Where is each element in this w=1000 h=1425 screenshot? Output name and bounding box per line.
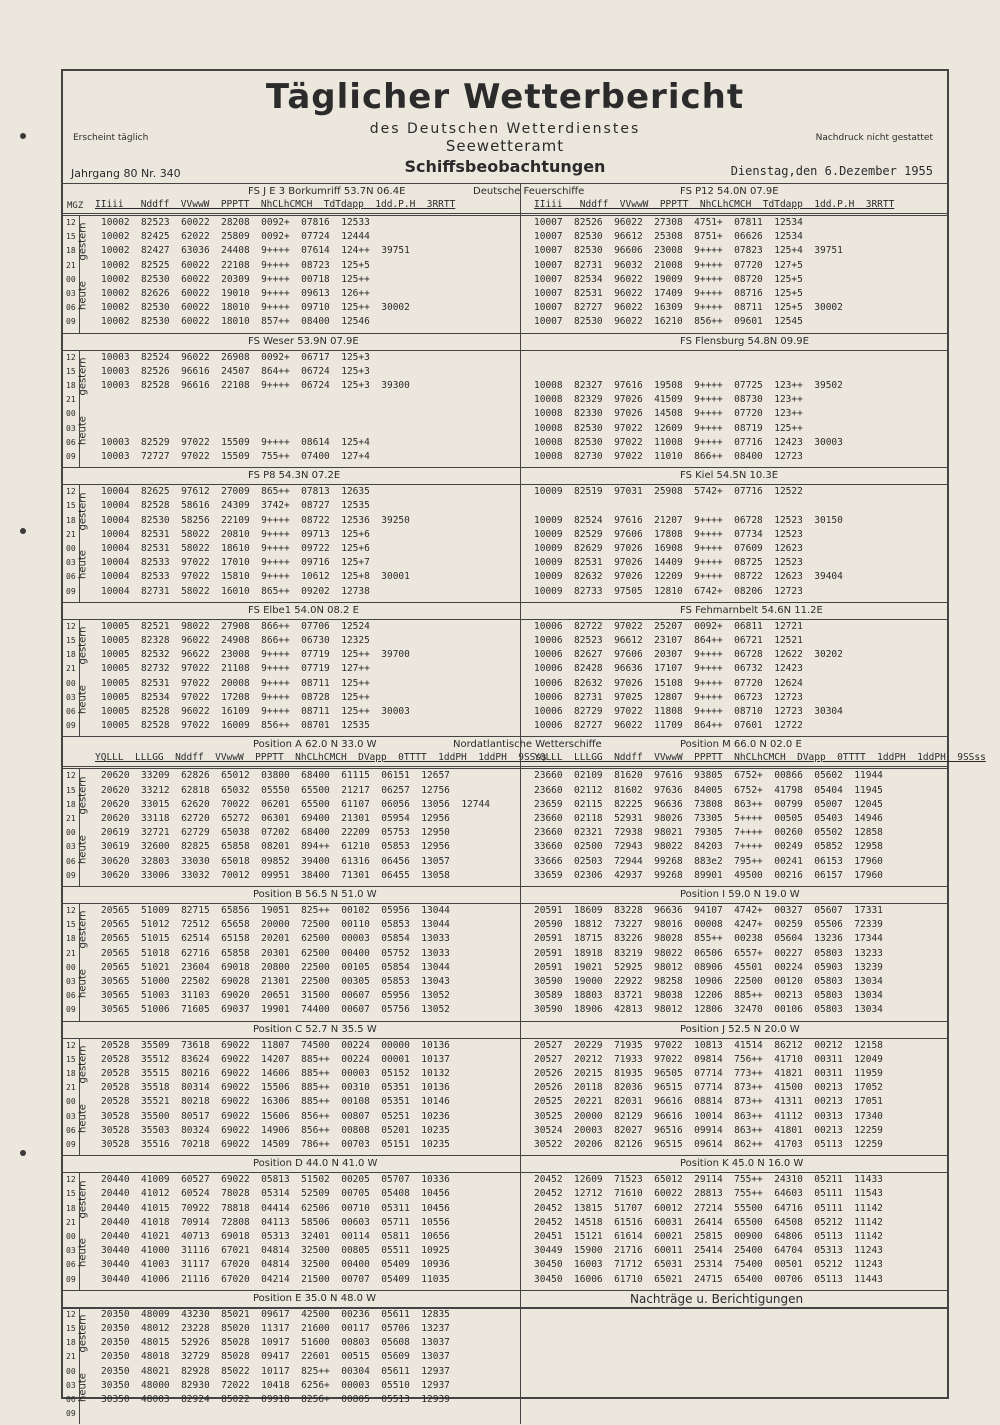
divider-line <box>63 1308 947 1309</box>
observation-row: 23660 02109 81620 97616 93805 6752+ 00866 05602 11944 <box>534 770 883 782</box>
observation-row: 10009 82529 97606 17808 9++++ 07734 12523 <box>534 528 803 540</box>
hour-label: 06 <box>66 303 76 313</box>
observation-row: 30565 51000 22502 69028 21301 22500 00305 05853 13043 <box>101 976 450 987</box>
observation-row: 10003 82524 96022 26908 0092+ 06717 125+3 <box>101 351 370 363</box>
observation-row: 10009 82531 97026 14409 9++++ 08725 12523 <box>534 557 803 569</box>
observation-row: 10003 82526 96616 24507 864++ 06724 125+3 <box>101 365 370 377</box>
atlantik-label: Nordatlantische Wetterschiffe <box>453 739 602 751</box>
divider-line <box>63 183 947 184</box>
hour-label: 21 <box>66 260 76 270</box>
observation-row: 20440 41009 60527 69022 05813 51502 00205 05707 10336 <box>101 1174 450 1186</box>
hour-label: 18 <box>66 246 76 256</box>
hour-label: 03 <box>66 423 76 433</box>
observation-row: 10003 72727 97022 15509 755++ 07400 127+4 <box>101 451 370 462</box>
hour-label: 03 <box>66 977 76 986</box>
hour-label: 15 <box>66 501 76 511</box>
observation-row: 30619 32600 82825 65858 08201 894++ 61210 05853 12956 <box>101 841 450 853</box>
divider-line <box>63 333 947 334</box>
nachtraege-label: Nachträge u. Berichtigungen <box>630 1291 804 1306</box>
heute-label: heute <box>77 685 89 714</box>
observation-row: 10005 82328 96022 24908 866++ 06730 12325 <box>101 635 370 646</box>
observation-row: 10005 82531 97022 20008 9++++ 08711 125++ <box>101 677 370 689</box>
hour-label: 18 <box>66 799 76 809</box>
divider-line <box>63 1290 947 1291</box>
observation-row: 20591 19021 52925 98012 08906 45501 00224 05903 13239 <box>534 961 883 973</box>
hour-label: 12 <box>66 218 76 227</box>
publication-frequency: Erscheint täglich <box>73 133 149 143</box>
observation-row: 10006 82428 96636 17107 9++++ 06732 12423 <box>534 663 803 675</box>
hour-label: 03 <box>66 558 76 568</box>
observation-row: 20620 33212 62818 65032 05550 65500 21217 06257 12756 <box>101 784 450 796</box>
column-header-right: IIiii Nddff VVwwW PPPTT NhCLhCMCH TdTdapp 1dd.P.H 3RRTT <box>534 199 895 210</box>
observation-row: 20451 15121 61614 60021 25815 00900 64806 05113 11142 <box>534 1231 883 1242</box>
section-title-left: FS Weser 53.9N 07.9E <box>248 335 359 347</box>
observation-row: 10005 82532 96622 23008 9++++ 07719 125++ 39700 <box>101 649 410 661</box>
observation-row: 10005 82534 97022 17208 9++++ 08728 125++ <box>101 691 370 703</box>
observation-row: 20528 35509 73618 69022 11807 74500 00224 00000 10136 <box>101 1039 450 1051</box>
observation-row: 10002 82530 60022 20309 9++++ 00718 125++ <box>101 273 370 285</box>
hour-label: 12 <box>66 487 76 497</box>
heute-label: heute <box>77 415 89 445</box>
observation-row: 10002 82626 60022 19010 9++++ 09613 126++ <box>101 288 370 299</box>
hour-label: 00 <box>66 409 76 419</box>
observation-row: 30528 35500 80517 69022 15606 856++ 00807 05251 10236 <box>101 1110 450 1122</box>
gestern-label: gestern <box>77 626 89 665</box>
observation-row: 10004 82533 97022 15810 9++++ 10612 125+8 30001 <box>101 571 410 583</box>
hour-label: 09 <box>66 1140 76 1149</box>
observation-row: 20528 35512 83624 69022 14207 885++ 00224 00001 10137 <box>101 1053 450 1065</box>
observation-row: 10008 82530 97022 11008 9++++ 07716 12423 30003 <box>534 436 843 448</box>
observation-row: 10007 82530 96022 16210 856++ 09601 12545 <box>534 316 803 328</box>
observation-row: 20528 35521 80218 69022 16306 885++ 00108 05351 10146 <box>101 1096 450 1108</box>
observation-row: 33666 02503 72944 99268 883e2 795++ 00241 06153 17960 <box>534 855 883 867</box>
observation-row: 20452 12609 71523 65012 29114 755++ 24310 05211 11433 <box>534 1174 883 1186</box>
heute-label: heute <box>77 1373 89 1402</box>
observation-row: 10006 82722 97022 25207 0092+ 06811 12721 <box>534 620 803 632</box>
observation-row: 10008 82327 97616 19508 9++++ 07725 123++ 39502 <box>534 380 843 391</box>
observation-row: 20525 20221 82031 96616 08814 873++ 41311 00213 17051 <box>534 1096 883 1108</box>
observation-row: 33659 02306 42937 99268 89901 49500 00216 06157 17960 <box>534 869 883 881</box>
observation-row: 20565 51015 62514 65158 20201 62500 00003 05854 13033 <box>101 933 450 945</box>
section-title-right: Position J 52.5 N 20.0 W <box>680 1023 800 1035</box>
report-title: Täglicher Wetterbericht <box>265 77 745 117</box>
gestern-label: gestern <box>77 1314 89 1353</box>
observation-row: 20528 35518 80314 69022 15506 885++ 00310 05351 10136 <box>101 1082 450 1094</box>
gestern-label: gestern <box>77 1179 89 1219</box>
hour-label: 06 <box>66 1125 76 1135</box>
hour-label: 18 <box>66 650 76 660</box>
hour-label: 09 <box>66 1274 76 1284</box>
observation-row: 20440 41012 60524 78028 05314 52509 00705 05408 10456 <box>101 1188 450 1200</box>
hour-label: 15 <box>66 366 76 376</box>
hour-label: 09 <box>66 1409 76 1419</box>
observation-row: 20527 20229 71935 97022 10813 41514 86212 00212 12158 <box>534 1039 883 1051</box>
divider-line <box>63 903 947 904</box>
observation-row: 30565 51006 71605 69037 19901 74400 00607 05756 13052 <box>101 1004 450 1016</box>
observation-row: 20452 13815 51707 60012 27214 55500 64716 05111 11142 <box>534 1202 883 1214</box>
observation-row: 20565 51018 62716 65858 20301 62500 00400 05752 13033 <box>101 947 450 959</box>
hour-label: 00 <box>66 962 76 972</box>
observation-row: 10003 82528 96616 22108 9++++ 06724 125+3 39300 <box>101 380 410 391</box>
heute-label: heute <box>77 281 89 311</box>
hour-label: 12 <box>66 906 76 915</box>
observation-row: 10004 82731 58022 16010 865++ 09202 12738 <box>101 585 370 597</box>
observation-row: 20620 33015 62620 70022 06201 65500 61107 06056 13056 12744 <box>101 798 490 810</box>
hour-label: 00 <box>66 1232 76 1241</box>
observation-row: 10006 82632 97026 15108 9++++ 07720 12624 <box>534 677 803 689</box>
divider-line <box>63 766 947 767</box>
observation-row: 20440 41018 70914 72808 04113 58506 00603 05711 10556 <box>101 1216 450 1228</box>
hour-label: 21 <box>66 664 76 674</box>
section-title-left: FS P8 54.3N 07.2E <box>248 470 341 482</box>
column-divider <box>520 333 521 468</box>
observation-row: 30440 41003 31117 67020 04814 32500 00400 05409 10936 <box>101 1259 450 1271</box>
hour-label: 21 <box>66 1352 76 1362</box>
observation-row: 23659 02115 82225 96636 73808 863++ 00799 05007 12045 <box>534 798 883 810</box>
divider-line <box>63 886 947 887</box>
section-title-right: Position M 66.0 N 02.0 E <box>680 739 802 751</box>
observation-row: 30590 19000 22922 98258 10906 22500 00120 05803 13034 <box>534 976 883 987</box>
observation-row: 20620 33118 62720 65272 06301 69400 21301 05954 12956 <box>101 813 450 824</box>
section-title-left: Position E 35.0 N 48.0 W <box>253 1292 377 1304</box>
observation-row: 10007 82530 96612 25308 8751+ 06626 12534 <box>534 231 803 243</box>
divider-line <box>63 1155 947 1156</box>
feuerschiffe-label: Deutsche Feuerschiffe <box>473 186 585 197</box>
section-title-left: Position D 44.0 N 41.0 W <box>253 1158 378 1170</box>
observation-row: 20452 14518 61516 60031 26414 65500 64508 05212 11142 <box>534 1216 883 1228</box>
heute-label: heute <box>77 1238 89 1268</box>
hour-label: 21 <box>66 814 76 823</box>
hour-label: 00 <box>66 544 76 553</box>
observation-row: 10003 82529 97022 15509 9++++ 08614 125+4 <box>101 436 370 448</box>
hour-label: 09 <box>66 317 76 327</box>
observation-row: 10005 82732 97022 21108 9++++ 07719 127++ <box>101 663 370 675</box>
column-header-right: YQLLL LLLGG Nddff VVwwW PPPTT NhCLhCMCH DVapp 0TTTT 1ddPH 1ddPH 9SSss <box>534 752 986 764</box>
observation-row: 20565 51012 72512 65658 20000 72500 00110 05853 13044 <box>101 919 450 931</box>
observation-row: 10004 82533 97022 17010 9++++ 09716 125+7 <box>101 557 370 569</box>
observation-row: 30590 18906 42813 98012 12806 32470 00106 05803 13034 <box>534 1004 883 1016</box>
observation-row: 30350 48000 82930 72022 10418 6256+ 00003 05510 12937 <box>101 1379 450 1391</box>
observation-row: 20526 20215 81935 96505 07714 773++ 41821 00311 11959 <box>534 1068 883 1079</box>
hour-label: 21 <box>66 395 76 405</box>
section-title-right: FS Kiel 54.5N 10.3E <box>680 470 779 482</box>
observation-row: 10006 82727 96022 11709 864++ 07601 12722 <box>534 720 803 732</box>
hour-label: 18 <box>66 1338 76 1348</box>
divider-line <box>63 736 947 737</box>
observation-row: 10002 82425 62022 25809 0092+ 07724 12444 <box>101 231 370 243</box>
observation-row: 20350 48009 43230 85021 09617 42500 00236 05611 12835 <box>101 1308 450 1320</box>
observation-row: 30524 20003 82027 96516 09914 863++ 41801 00213 12259 <box>534 1124 883 1136</box>
observation-row: 10002 82530 60022 18010 857++ 08400 12546 <box>101 316 370 328</box>
hour-label: 00 <box>66 678 76 688</box>
hour-label: 06 <box>66 572 76 582</box>
divider-line <box>63 768 947 769</box>
report-subtitle: des Deutschen Wetterdienstes <box>369 121 641 137</box>
column-divider <box>520 736 521 886</box>
hour-label: 21 <box>66 1083 76 1093</box>
hour-label: 00 <box>66 274 76 284</box>
hour-label: 06 <box>66 707 76 716</box>
observation-row: 10004 82530 58256 22109 9++++ 08722 12536 39250 <box>101 514 410 526</box>
divider-line <box>63 215 947 216</box>
divider-line <box>63 619 947 620</box>
hour-label: 12 <box>66 1040 76 1050</box>
hour-label: 03 <box>66 1111 76 1121</box>
observation-row: 23660 02112 81602 97636 84005 6752+ 41798 05404 11945 <box>534 784 883 796</box>
observation-row: 10008 82530 97022 12609 9++++ 08719 125++ <box>534 422 803 434</box>
column-divider <box>520 886 521 1021</box>
section-title-right: FS Fehmarnbelt 54.6N 11.2E <box>680 604 823 616</box>
observation-row: 20452 12712 71610 60022 28813 755++ 64603 05111 11543 <box>534 1188 883 1200</box>
report-sheet <box>61 69 986 1419</box>
column-divider <box>520 1290 521 1425</box>
observation-row: 30522 20206 82126 96515 09614 862++ 41703 05113 12259 <box>534 1139 883 1150</box>
hour-label: 00 <box>66 828 76 838</box>
divider-line <box>63 602 947 603</box>
mgz-label: MGZ <box>67 201 84 211</box>
hour-label: 03 <box>66 692 76 702</box>
divider-line <box>63 1172 947 1173</box>
divider-line <box>63 467 947 468</box>
observation-row: 30450 16006 61710 65021 24715 65400 00706 05113 11443 <box>534 1273 883 1285</box>
hour-label: 09 <box>66 452 76 461</box>
observation-row: 23660 02118 52931 98026 73305 5++++ 00505 05403 14946 <box>534 813 883 824</box>
observation-row: 30450 16003 71712 65031 25314 75400 00501 05212 11243 <box>534 1259 883 1271</box>
section-title-left: FS Elbe1 54.0N 08.2 E <box>248 604 359 616</box>
volume-number: Jahrgang 80 Nr. 340 <box>71 167 181 180</box>
column-header-left: IIiii Nddff VVwwW PPPTT NhCLhCMCH TdTdapp 1dd.P.H 3RRTT <box>95 199 456 210</box>
edition-name: Schiffsbeobachtungen <box>404 157 606 176</box>
hour-label: 18 <box>66 381 76 390</box>
observation-row: 10008 82730 97022 11010 866++ 08400 12723 <box>534 451 803 462</box>
divider-line <box>63 484 947 485</box>
observation-row: 30350 48003 82924 85022 09918 8256+ 00805 05513 12939 <box>101 1394 450 1405</box>
section-title-left: Position A 62.0 N 33.0 W <box>253 739 377 751</box>
column-divider <box>520 602 521 737</box>
section-title-right: FS P12 54.0N 07.9E <box>680 186 779 197</box>
hour-label: 18 <box>66 515 76 525</box>
observation-row: 10009 82733 97505 12810 6742+ 08206 12723 <box>534 585 803 597</box>
observation-row: 30589 18803 83721 98038 12206 885++ 00213 05803 13034 <box>534 990 883 1002</box>
divider-line <box>63 213 947 214</box>
observation-row: 20350 48015 52926 85028 10917 51600 00803 05608 13037 <box>101 1337 450 1349</box>
observation-row: 30565 51003 31103 69020 20651 31500 00607 05956 13052 <box>101 990 450 1002</box>
hour-label: 09 <box>66 721 76 731</box>
observation-row: 10009 82632 97026 12209 9++++ 08722 12623 39404 <box>534 571 843 583</box>
hour-label: 15 <box>66 920 76 930</box>
hour-label: 12 <box>66 621 76 631</box>
gestern-label: gestern <box>77 1045 89 1084</box>
section-title-right: Position I 59.0 N 19.0 W <box>680 889 800 900</box>
observation-row: 10004 82625 97612 27009 865++ 07813 12635 <box>101 486 370 498</box>
observation-row: 10006 82627 97606 20307 9++++ 06728 12622 30202 <box>534 649 843 661</box>
observation-row: 10007 82727 96022 16309 9++++ 08711 125+5 30002 <box>534 302 843 314</box>
observation-row: 10007 82530 96606 23008 9++++ 07823 125+4 39751 <box>534 245 843 257</box>
hour-label: 21 <box>66 1217 76 1227</box>
report-header <box>63 71 947 183</box>
gestern-label: gestern <box>77 357 89 396</box>
heute-label: heute <box>77 550 89 580</box>
observation-row: 10002 82530 60022 18010 9++++ 09710 125++ 30002 <box>101 302 410 314</box>
section-title-right: FS Flensburg 54.8N 09.9E <box>680 335 809 347</box>
hour-label: 09 <box>66 1005 76 1015</box>
observation-row: 20440 41021 40713 69018 05313 32401 00114 05811 10656 <box>101 1231 450 1242</box>
hour-label: 18 <box>66 1203 76 1213</box>
observation-row: 20528 35515 80216 69022 14606 885++ 00003 05152 10132 <box>101 1068 450 1079</box>
hour-label: 09 <box>66 586 76 596</box>
observation-row: 10009 82524 97616 21207 9++++ 06728 12523 30150 <box>534 514 843 526</box>
section-title-left: Position B 56.5 N 51.0 W <box>253 889 377 900</box>
divider-line <box>63 350 947 351</box>
hour-label: 03 <box>66 289 76 298</box>
hour-label: 15 <box>66 636 76 645</box>
observation-row: 20350 48021 82928 85022 10117 825++ 00304 05611 12937 <box>101 1365 450 1377</box>
observation-row: 33660 02500 72943 98022 84203 7++++ 00249 05852 12958 <box>534 841 883 853</box>
hour-label: 12 <box>66 352 76 362</box>
observation-row: 20526 20118 82036 96515 07714 873++ 41500 00213 17052 <box>534 1082 883 1094</box>
observation-row: 20527 20212 71933 97022 09814 756++ 41710 00311 12049 <box>534 1053 883 1065</box>
observation-row: 20591 18918 83219 98022 06506 6557+ 00227 05803 13233 <box>534 947 883 959</box>
column-header-left: YQLLL LLLGG Nddff VVwwW PPPTT NhCLhCMCH DVapp 0TTTT 1ddPH 1ddPH 9SSss <box>95 752 547 764</box>
observation-row: 10006 82731 97025 12807 9++++ 06723 12723 <box>534 691 803 703</box>
observation-row: 10004 82528 58616 24309 3742+ 08727 12535 <box>101 500 370 512</box>
observation-row: 20590 18812 73227 98016 00008 4247+ 00259 05506 72339 <box>534 919 883 931</box>
observation-row: 10008 82330 97026 14508 9++++ 07720 123++ <box>534 408 803 420</box>
heute-label: heute <box>77 1103 89 1133</box>
observation-row: 10002 82525 60022 22108 9++++ 08723 125+5 <box>101 259 370 271</box>
gestern-label: gestern <box>77 910 89 949</box>
heute-label: heute <box>77 834 89 864</box>
observation-row: 30528 35503 80324 69022 14906 856++ 00808 05201 10235 <box>101 1124 450 1136</box>
hour-label: 03 <box>66 1246 76 1256</box>
observation-row: 20440 41015 70922 78818 04414 62506 00710 05311 10456 <box>101 1202 450 1214</box>
observation-row: 10002 82427 63036 24408 9++++ 07614 124++ 39751 <box>101 245 410 257</box>
hour-label: 12 <box>66 1309 76 1319</box>
hour-label: 12 <box>66 1175 76 1185</box>
observation-row: 30620 33006 33032 70012 09951 38400 71301 06455 13058 <box>101 869 450 881</box>
observation-row: 10006 82523 96612 23107 864++ 06721 12521 <box>534 635 803 646</box>
observation-row: 10002 82523 60022 28208 0092+ 07816 12533 <box>101 217 370 228</box>
hour-label: 15 <box>66 785 76 795</box>
observation-row: 10009 82519 97031 25908 5742+ 07716 12522 <box>534 486 803 498</box>
hour-label: 00 <box>66 1097 76 1107</box>
observation-row: 30449 15900 21716 60011 25414 25400 64704 05313 11243 <box>534 1245 883 1257</box>
hour-label: 03 <box>66 842 76 852</box>
observation-row: 10005 82521 98022 27908 866++ 07706 12524 <box>101 620 370 632</box>
observation-row: 20350 48018 32729 85028 09417 22601 00515 05609 13037 <box>101 1351 450 1363</box>
heute-label: heute <box>77 969 89 999</box>
observation-row: 20620 33209 62826 65012 03800 68400 61115 06151 12657 <box>101 770 450 782</box>
section-title-left: FS J E 3 Borkumriff 53.7N 06.4E <box>248 186 406 197</box>
observation-row: 10008 82329 97026 41509 9++++ 08730 123++ <box>534 394 803 406</box>
observation-row: 10004 82531 58022 18610 9++++ 09722 125+6 <box>101 543 370 554</box>
observation-row: 20565 51009 82715 65856 19051 825++ 00102 05956 13044 <box>101 905 450 916</box>
column-divider <box>520 1021 521 1156</box>
observation-row: 30440 41000 31116 67021 04814 32500 00805 05511 10925 <box>101 1245 450 1257</box>
observation-row: 10004 82531 58022 20810 9++++ 09713 125+6 <box>101 528 370 540</box>
hour-label: 00 <box>66 1366 76 1376</box>
observation-row: 30525 20000 82129 96616 10014 863++ 41112 00313 17340 <box>534 1110 883 1122</box>
copyright-note: Nachdruck nicht gestattet <box>815 133 933 143</box>
hour-label: 09 <box>66 870 76 880</box>
divider-line <box>63 1021 947 1022</box>
observation-row: 20591 18609 83228 96636 94107 4742+ 00327 05607 17331 <box>534 905 883 916</box>
observation-row: 10005 82528 97022 16009 856++ 08701 12535 <box>101 720 370 732</box>
hour-label: 06 <box>66 1395 76 1404</box>
hour-label: 12 <box>66 771 76 781</box>
observation-row: 10007 82534 96022 19009 9++++ 08720 125+5 <box>534 273 803 285</box>
hour-label: 18 <box>66 1069 76 1078</box>
column-divider <box>520 1155 521 1290</box>
hour-label: 18 <box>66 934 76 944</box>
hour-label: 15 <box>66 1324 76 1333</box>
hour-label: 15 <box>66 232 76 242</box>
divider-line <box>63 1038 947 1039</box>
observation-row: 10007 82731 96032 21008 9++++ 07720 127+5 <box>534 259 803 271</box>
observation-row: 23660 02321 72938 98021 79305 7++++ 00260 05502 12858 <box>534 827 883 839</box>
hour-label: 15 <box>66 1054 76 1064</box>
gestern-label: gestern <box>77 491 89 531</box>
observation-row: 20591 18715 83226 98028 855++ 00238 05604 13236 17344 <box>534 933 883 945</box>
observation-row: 30528 35516 70218 69022 14509 786++ 00703 05151 10235 <box>101 1139 450 1150</box>
column-divider <box>520 183 521 333</box>
office-name: Seewetteramt <box>445 137 565 155</box>
hour-label: 21 <box>66 948 76 958</box>
section-title-left: Position C 52.7 N 35.5 W <box>253 1023 377 1035</box>
hour-label: 21 <box>66 529 76 539</box>
column-divider <box>520 467 521 602</box>
observation-row: 10007 82526 96022 27308 4751+ 07811 12534 <box>534 217 803 228</box>
observation-row: 10005 82528 96022 16109 9++++ 08711 125++ 30003 <box>101 706 410 717</box>
observation-row: 10006 82729 97022 11808 9++++ 08710 12723 30304 <box>534 706 843 717</box>
hour-label: 06 <box>66 437 76 447</box>
observation-row: 20619 32721 62729 65038 07202 68400 22209 05753 12950 <box>101 827 450 839</box>
observation-row: 20350 48012 23228 85020 11317 21600 00117 05706 13237 <box>101 1323 450 1334</box>
hour-label: 06 <box>66 1260 76 1270</box>
issue-date: Dienstag,den 6.Dezember 1955 <box>730 164 933 178</box>
gestern-label: gestern <box>77 776 89 815</box>
hour-label: 06 <box>66 856 76 866</box>
hour-label: 15 <box>66 1189 76 1199</box>
hour-label: 03 <box>66 1380 76 1390</box>
observation-row: 30620 32803 33030 65018 09852 39400 61316 06456 13057 <box>101 855 450 867</box>
observation-row: 30440 41006 21116 67020 04214 21500 00707 05409 11035 <box>101 1273 450 1285</box>
gestern-label: gestern <box>77 222 89 261</box>
observation-row: 10009 82629 97026 16908 9++++ 07609 12623 <box>534 543 803 554</box>
observation-row: 20565 51021 23604 69018 20800 22500 00105 05854 13044 <box>101 961 450 973</box>
section-title-right: Position K 45.0 N 16.0 W <box>680 1158 804 1170</box>
hour-label: 06 <box>66 991 76 1001</box>
observation-row: 10007 82531 96022 17409 9++++ 08716 125+5 <box>534 288 803 299</box>
